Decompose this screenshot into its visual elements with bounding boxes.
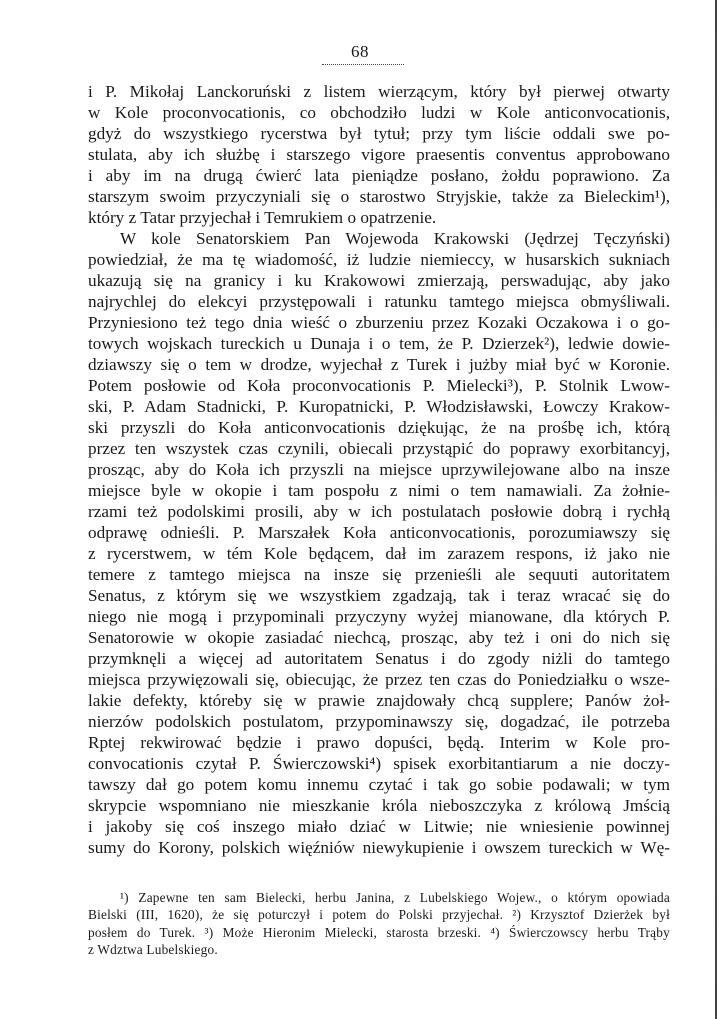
- body-line: Senatorowie w okopie zasiadać niechcą, prosząc, aby też i oni do nich się: [88, 628, 670, 647]
- body-line: odprawę odnieśli. P. Marszałek Koła anticonvocationis, porozumiawszy się: [88, 523, 670, 542]
- body-line: dziawszy się o tem w drodze, wyjechał z Turek i jużby miał być w Koronie.: [88, 355, 670, 374]
- body-line: Senatus, z którym się we wszystkiem zgadzają, tak i teraz wracać się do: [88, 586, 670, 605]
- footnotes: [88, 889, 670, 958]
- body-line: i aby im na drugą ćwierć lata pieniądze posłano, żołdu poprawiono. Za: [88, 166, 670, 185]
- body-line: który z Tatar przyjechał i Temrukiem o opatrzenie.: [88, 208, 437, 227]
- body-line: niego nie mogą i przypominali przyczyny wyżej mianowane, dla których P.: [88, 607, 670, 626]
- body-line: miejsce byle w okopie i tam pospołu z nimi o tem namawiali. Za żołnie-: [88, 481, 670, 500]
- body-line: Potem posłowie od Koła proconvocationis P. Mielecki³), P. Stolnik Lwow-: [88, 376, 670, 395]
- page-edge-scan-border: [715, 0, 717, 1019]
- body-line: ski przyszli do Koła anticonvocationis dziękując, że na prośbę ich, którą: [88, 418, 670, 437]
- body-line: temere z tamtego miejsca na insze się przenieśli ale sequuti autoritatem: [88, 565, 670, 584]
- body-line: ski, P. Adam Stadnicki, P. Kuropatnicki, P. Włodzisławski, Łowczy Krakow-: [88, 397, 670, 416]
- body-line: Przyniesiono też tego dnia wieść o zburzeniu przez Kozaki Oczakowa i o go-: [88, 313, 670, 332]
- body-line: rzami też podolskimi prosili, aby w ich postulatach posłowie dobrą i rychłą: [88, 502, 670, 521]
- body-line: starszym swoim przyczyniali się o starostwo Stryjskie, także za Bieleckim¹),: [88, 187, 670, 206]
- body-line: przez ten wszystek czas czynili, obiecali przystąpić do poprawy exorbitancyj,: [88, 439, 670, 458]
- body-line: nierzów podolskich postulatom, przypominawszy się, dogadzać, ile potrzeba: [88, 712, 670, 731]
- body-line: ukazują się na granicy i ku Krakowowi zmierzają, perswadując, aby jako: [88, 271, 670, 290]
- body-line: i P. Mikołaj Lanckoruński z listem wierzącym, który był pierwej otwarty: [88, 82, 670, 101]
- body-line: Rptej rekwirować będzie i prawo dopuści, będą. Interim w Kole pro-: [88, 733, 670, 752]
- body-line: najrychlej do elekcyi przystępowali i ratunku tamtego miejsca obmyśliwali.: [88, 292, 670, 311]
- body-line: tawszy dał go potem komu innemu czytać i tak go sobie podawali; w tym: [88, 775, 670, 794]
- body-line: convocationis czytał P. Świerczowski⁴) spisek exorbitantiarum a nie doczy-: [88, 754, 670, 773]
- body-line: przymknęli a więcej ad autoritatem Senatus i do zgody niżli do tamtego: [88, 649, 670, 668]
- body-line: towych wojskach tureckich u Dunaja i o tem, że P. Dzierzek²), ledwie dowie-: [88, 334, 670, 353]
- body-line: stulata, aby ich służbę i starszego vigore praesentis conventus approbowano: [88, 145, 670, 164]
- paragraph-start-line: W kole Senatorskiem Pan Wojewoda Krakowski (Jędrzej Tęczyński): [120, 229, 670, 248]
- body-line: z rycerstwem, w tém Kole będącem, dał im zarazem respons, iż jako nie: [88, 544, 670, 563]
- body-line: gdyż do wszystkiego rycerstwa był tytuł; przy tym liście oddali swe po-: [88, 124, 670, 143]
- body-line: w Kole proconvocationis, co obchodziło ludzi w Kole anticonvocationis,: [88, 103, 670, 122]
- footnote-line: ¹) Zapewne ten sam Bielecki, herbu Janina, z Lubelskiego Wojew., o którym opowiada: [120, 890, 670, 905]
- body-line: i jakoby się coś inszego miało dziać w Litwie; nie wniesienie powinnej: [88, 817, 670, 836]
- footnote-line: Bielski (III, 1620), że się poturczył i potem do Polski przyjechał. ²) Krzysztof Dzierżek był: [88, 907, 670, 923]
- body-line: lakie defekty, któreby się w prawie znajdowały chcą supplere; Panów żoł-: [88, 691, 670, 710]
- body-line: powiedział, że ma tę wiadomość, iż ludzie niemieccy, w husarskich sukniach: [88, 250, 670, 269]
- footnote-line: z Wdztwa Lubelskiego.: [88, 941, 218, 957]
- body-line: skrypcie wspomniano nie mieszkanie króla nieboszczyka z królową Jmścią: [88, 796, 670, 815]
- body-line: sumy do Korony, polskich więźniów niewykupienie i owszem tureckich w Wę-: [88, 838, 670, 857]
- body-text: [88, 81, 670, 858]
- body-line: miejsca przywięzowali się, obiecując, że przez ten czas do Poniedziałku o wsze-: [88, 670, 670, 689]
- page-number: 68: [351, 42, 369, 61]
- page-number-rule: [322, 64, 404, 65]
- body-line: prosząc, aby do Koła ich przyszli na miejsce uprzywilejowane albo na insze: [88, 460, 670, 479]
- footnote-line: posłem do Turek. ³) Może Hieronim Mielecki, starosta brzeski. ⁴) Świerczowscy herbu Trąby: [88, 924, 670, 940]
